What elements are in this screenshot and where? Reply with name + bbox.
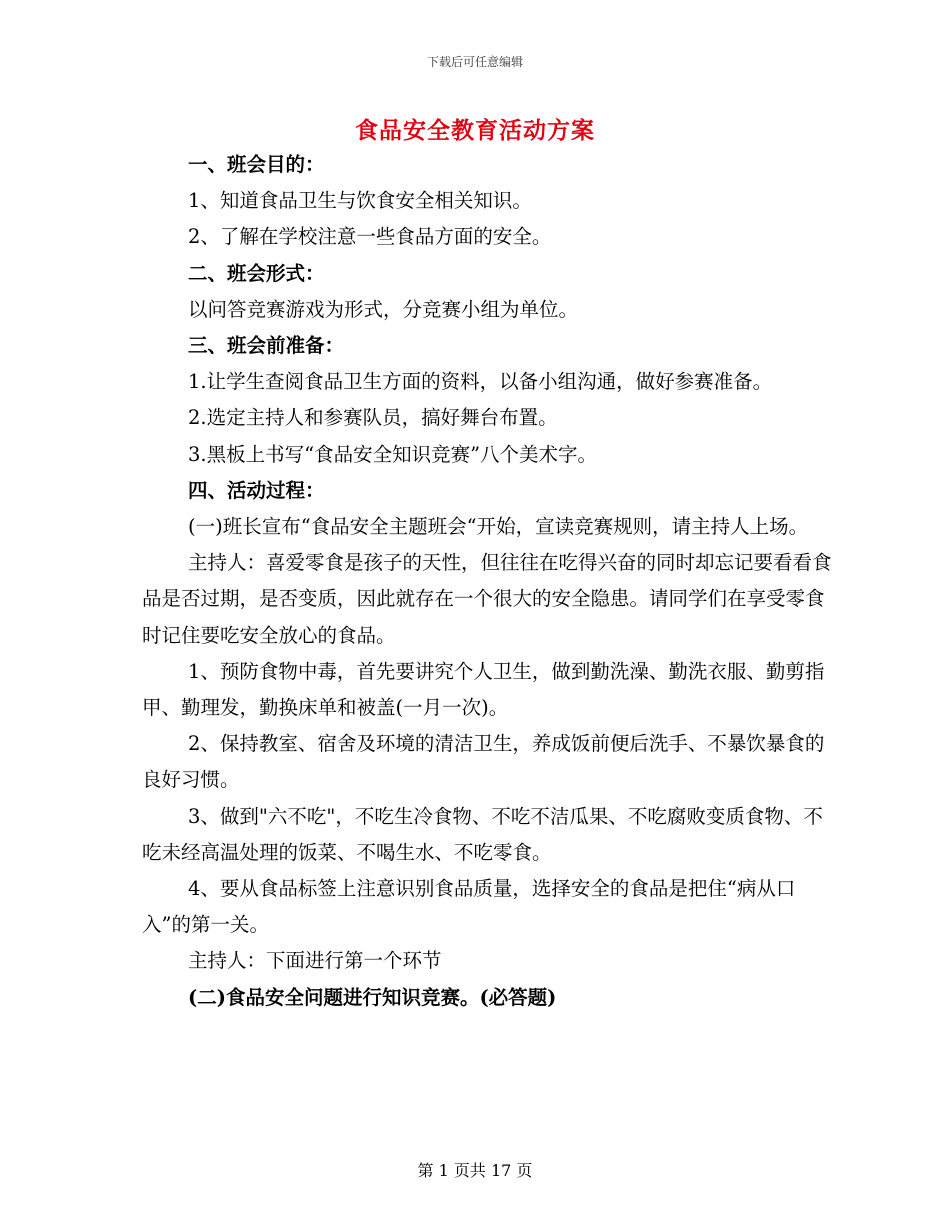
section-heading-quiz: (二)食品安全问题进行知识竞赛。(必答题) (188, 985, 557, 1009)
document-title: 食品安全教育活动方案 (355, 117, 595, 144)
paragraph: 3、做到"六不吃"，不吃生冷食物、不吃不洁瓜果、不吃腐败变质食物、不吃未经高温处理的饭菜、不喝生水、不吃零食。 (142, 804, 823, 864)
paragraph: 1.让学生查阅食品卫生方面的资料，以备小组沟通，做好参赛准备。 (188, 370, 773, 394)
section-heading-process: 四、活动过程： (188, 478, 325, 502)
section-heading-purpose: 一、班会目的： (188, 153, 325, 176)
header-note: 下载后可任意编辑 (426, 55, 523, 69)
section-heading-preparation: 三、班会前准备： (188, 334, 345, 358)
paragraph: 主持人：喜爱零食是孩子的天性，但往往在吃得兴奋的同时却忘记要看看食品是否过期，是否变质，因此就存在一个很大的安全隐患。请同学们在享受零食时记住要吃安全放心的食品。 (142, 551, 832, 647)
paragraph: 以问答竞赛游戏为形式，分竞赛小组为单位。 (188, 297, 579, 321)
paragraph: (一)班长宣布“食品安全主题班会“开始，宣读竞赛规则，请主持人上场。 (188, 515, 809, 539)
paragraph: 2.选定主持人和参赛队员，搞好舞台布置。 (188, 406, 558, 430)
paragraph: 3.黑板上书写“食品安全知识竞赛”八个美术字。 (188, 442, 598, 466)
paragraph: 1、知道食品卫生与饮食安全相关知识。 (188, 189, 532, 213)
paragraph: 2、保持教室、宿舍及环境的清洁卫生，养成饭前便后洗手、不暴饮暴食的良好习惯。 (142, 732, 825, 792)
paragraph: 主持人：下面进行第一个环节 (188, 949, 442, 973)
section-heading-format: 二、班会形式： (188, 261, 325, 285)
document-body (142, 147, 832, 1016)
paragraph: 4、要从食品标签上注意识别食品质量，选择安全的食品是把住“病从口入”的第一关。 (142, 877, 796, 937)
paragraph: 1、预防食物中毒，首先要讲究个人卫生，做到勤洗澡、勤洗衣服、勤剪指甲、勤理发，勤换床单和被盖(一月一次)。 (142, 659, 825, 720)
page-number-footer: 第 1 页共 17 页 (417, 1161, 533, 1180)
paragraph: 2、了解在学校注意一些食品方面的安全。 (188, 225, 552, 249)
